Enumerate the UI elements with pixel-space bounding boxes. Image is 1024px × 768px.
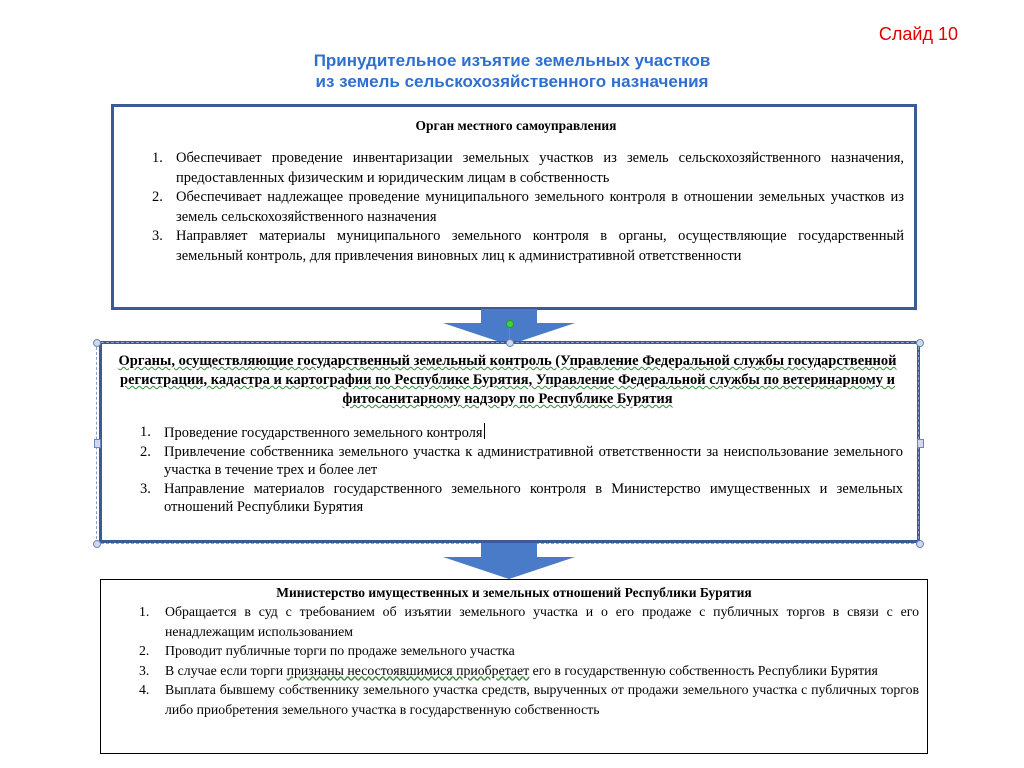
resize-handle-top-right[interactable]	[916, 339, 924, 347]
list-number: 3.	[139, 662, 150, 678]
list-text: Обеспечивает надлежащее проведение муниципального земельного контроля в отношении земельных участков из земель сельскохозяйственного назначения	[176, 189, 904, 225]
list-text: Выплата бывшему собственнику земельного участка средств, вырученных от продажи земельного участка с публичных торгов либо приобретения земельного участка в государственную собственность	[165, 682, 919, 717]
list-item	[133, 602, 919, 641]
ministry-box[interactable]	[100, 579, 928, 754]
list-item	[112, 480, 903, 517]
list-text: Направляет материалы муниципального земельного контроля в органы, осуществляющие государственный земельный контроль, для привлечения виновных лиц к административной ответственности	[176, 228, 904, 264]
list-number: 3.	[152, 228, 163, 244]
local-government-heading: Орган местного самоуправления	[415, 118, 617, 133]
list-number: 2.	[139, 643, 150, 658]
list-text: Обеспечивает проведение инвентаризации земельных участков из земель сельскохозяйственного назначения, предоставленных физическим и юридическим лицам в собственность	[176, 150, 904, 186]
resize-handle-right[interactable]	[917, 439, 924, 448]
ministry-heading: Министерство имущественных и земельных отношений Республики Бурятия	[276, 585, 752, 600]
list-item	[128, 149, 904, 188]
list-item	[133, 680, 919, 719]
list-item	[133, 661, 919, 681]
rotate-handle-stem	[509, 328, 510, 340]
list-item	[112, 423, 903, 443]
list-number: 1.	[152, 150, 163, 166]
ministry-list	[133, 602, 919, 719]
list-text: Проведение государственного земельного контроля	[164, 425, 483, 441]
rotate-handle[interactable]	[506, 320, 514, 328]
spellcheck-underlined-text: признаны несостоявшимися приобретает	[286, 662, 530, 678]
list-text: Обращается в суд с требованием об изъятии земельного участка и о его продаже с публичных торгов в связи с его ненадлежащим использованием	[165, 604, 919, 639]
list-number: 1.	[139, 604, 150, 619]
state-control-list	[112, 423, 903, 517]
resize-handle-bottom-right[interactable]	[916, 540, 924, 548]
list-number: 2.	[140, 443, 151, 460]
resize-handle-top[interactable]	[506, 339, 514, 347]
list-text: Направление материалов государственного земельного контроля в Министерство имущественных и земельных отношений Республики Бурятия	[164, 480, 903, 515]
slide-title-line2: из земель сельскохозяйственного назначения	[315, 72, 709, 91]
local-government-list	[128, 149, 904, 266]
slide-number: Слайд 10	[878, 24, 958, 44]
text-cursor	[484, 423, 485, 439]
down-arrow-2	[443, 543, 575, 579]
state-control-box[interactable]	[99, 341, 920, 543]
list-item	[112, 443, 903, 480]
resize-handle-left[interactable]	[94, 439, 101, 448]
list-number: 3.	[140, 480, 151, 497]
resize-handle-top-left[interactable]	[93, 339, 101, 347]
state-control-heading: Органы, осуществляющие государственный земельный контроль (Управление Федеральной службы государственной регистрации, кадастра и картографии по Республике Бурятия, Управление Федеральной службы по ветеринарному и фитосанитарному надзору по Республике Бурятия	[118, 353, 897, 407]
list-item	[128, 188, 904, 227]
list-item	[128, 227, 904, 266]
list-text: Проводит публичные торги по продаже земельного участка	[165, 643, 515, 658]
list-number: 2.	[152, 189, 163, 205]
list-number: 1.	[140, 424, 151, 440]
local-government-box[interactable]	[111, 104, 917, 310]
resize-handle-bottom-left[interactable]	[93, 540, 101, 548]
list-item	[133, 641, 919, 661]
slide-title	[0, 50, 1024, 92]
list-number: 4.	[139, 682, 150, 697]
slide-title-line1: Принудительное изъятие земельных участков	[313, 51, 711, 70]
list-text: В случае если торги признаны несостоявшимися приобретает его в государственную собственность Республики Бурятия	[165, 662, 878, 678]
list-text: Привлечение собственника земельного участка к административной ответственности за неиспользование земельного участка в течение трех и более лет	[164, 443, 903, 478]
